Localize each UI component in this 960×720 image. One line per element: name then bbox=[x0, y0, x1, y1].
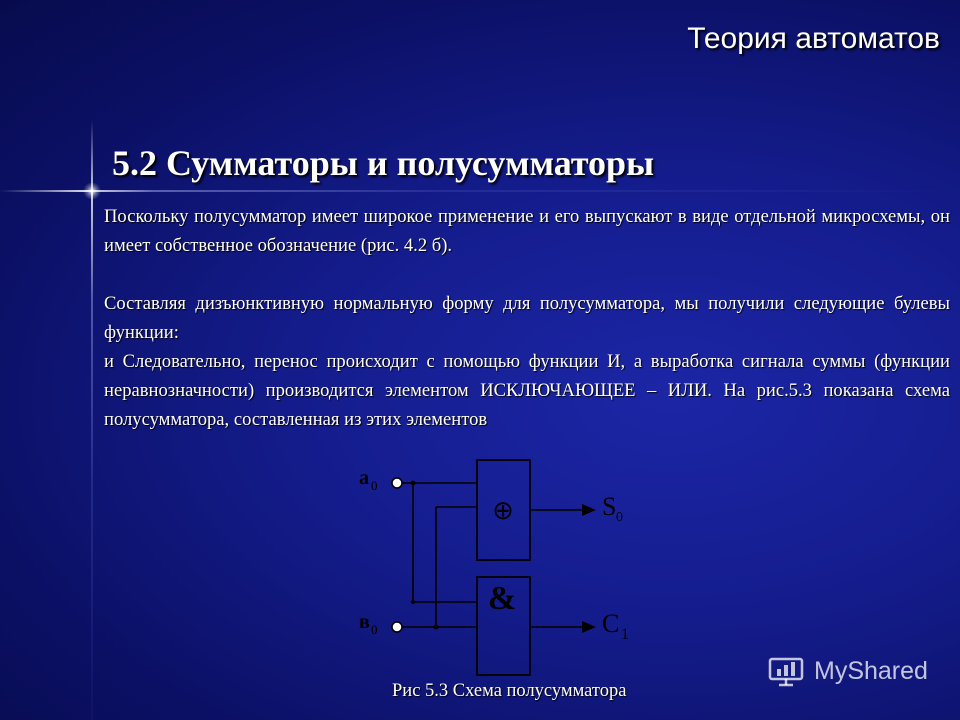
junction-dot bbox=[411, 481, 416, 486]
carry-output-arrow bbox=[582, 621, 596, 633]
junction-dot bbox=[411, 600, 415, 604]
input-a-terminal bbox=[392, 478, 402, 488]
slide-title: 5.2 Сумматоры и полусумматоры bbox=[112, 143, 655, 183]
and-symbol: & bbox=[487, 580, 517, 617]
body-paragraph-2: Составляя дизъюнктивную нормальную форму для полусумматора, мы получили следующие булевы функции: bbox=[104, 293, 950, 343]
input-b-label: в bbox=[359, 611, 370, 633]
decorative-sparkle bbox=[82, 183, 102, 199]
input-a-label: a bbox=[359, 467, 369, 489]
output-carry-label: C bbox=[602, 609, 620, 638]
output-sum-subscript: 0 bbox=[616, 510, 623, 525]
watermark-text: MyShared bbox=[814, 656, 928, 685]
xor-symbol: ⊕ bbox=[492, 496, 514, 526]
figure-caption: Рис 5.3 Схема полусумматора bbox=[392, 681, 627, 701]
body-paragraph-1: Поскольку полусумматор имеет широкое применение и его выпускают в виде отдельной микросхемы, он имеет собственное обозначение (рис. 4.2 б). bbox=[104, 206, 950, 256]
junction-dot bbox=[434, 625, 439, 630]
sum-output-arrow bbox=[582, 504, 596, 516]
presentation-board-icon bbox=[768, 655, 808, 687]
half-adder-circuit-diagram bbox=[350, 455, 650, 680]
decorative-horizontal-line bbox=[0, 190, 960, 192]
myshared-watermark[interactable] bbox=[768, 655, 928, 687]
output-carry-subscript: 1 bbox=[621, 626, 629, 643]
input-a-subscript: 0 bbox=[371, 478, 378, 493]
slide-body-text bbox=[104, 202, 950, 434]
input-b-subscript: 0 bbox=[371, 622, 378, 637]
presentation-header-title: Теория автоматов bbox=[687, 22, 940, 55]
output-sum-label: S bbox=[602, 492, 617, 521]
decorative-vertical-line bbox=[91, 120, 93, 720]
input-b-terminal bbox=[392, 622, 402, 632]
body-paragraph-3: и Следовательно, перенос происходит с помощью функции И, а выработка сигнала суммы (функции неравнозначности) производится элементом ИСКЛЮЧАЮЩЕЕ – ИЛИ. На рис.5.3 показана схема полусумматора, составленная из этих элементов bbox=[104, 351, 950, 430]
